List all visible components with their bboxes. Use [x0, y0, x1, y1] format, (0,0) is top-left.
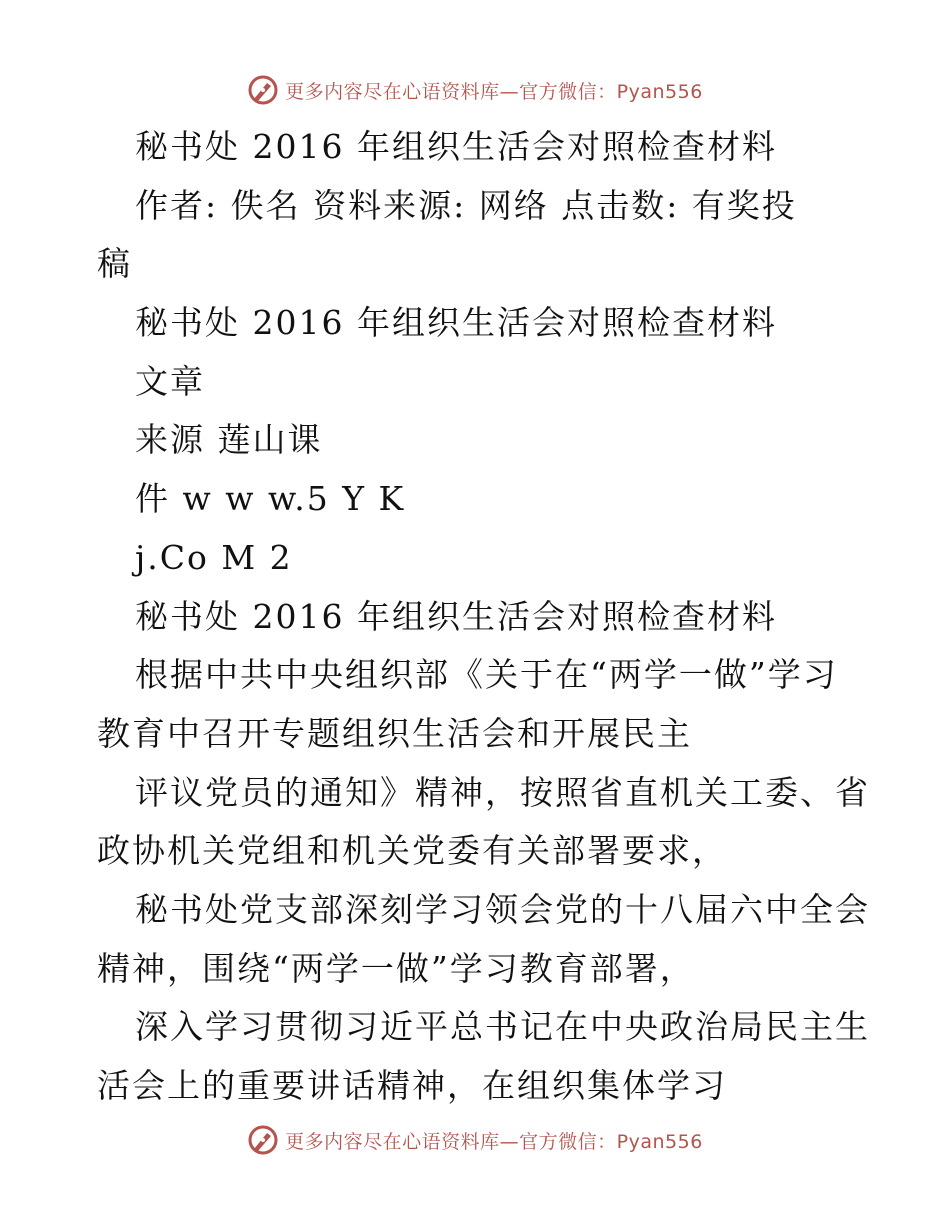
text-line: 精神，围绕“两学一做”学习教育部署， — [97, 948, 695, 988]
text-line: 活会上的重要讲话精神，在组织集体学习 — [97, 1066, 727, 1105]
text-line: 秘书处党支部深刻学习领会党的十八届六中全会 — [135, 889, 870, 929]
footer-banner-text: 更多内容尽在心语资料库—官方微信：Pyan556 — [285, 1130, 703, 1153]
text-line: 秘书处 2016 年组织生活会对照检查材料 — [135, 127, 777, 166]
text-line: j.Co M 2 — [135, 537, 293, 577]
document-body — [97, 118, 870, 1116]
text-line: 评议党员的通知》精神，按照省直机关工委、省 — [135, 772, 870, 812]
pen-nib-circle-logo-icon — [247, 74, 279, 106]
text-line: 件 w w w.5 Y K — [135, 479, 406, 519]
text-line: 文章 — [135, 361, 205, 401]
header-banner — [0, 70, 950, 110]
text-line: 来源 莲山课 — [135, 420, 323, 460]
pen-nib-circle-logo-icon — [247, 1124, 279, 1156]
text-line: 政协机关党组和机关党委有关部署要求， — [97, 831, 727, 871]
footer-banner — [0, 1120, 950, 1160]
text-line: 稿 — [97, 244, 132, 284]
text-line: 秘书处 2016 年组织生活会对照检查材料 — [135, 596, 777, 636]
text-line: 秘书处 2016 年组织生活会对照检查材料 — [135, 303, 777, 343]
text-line: 根据中共中央组织部《关于在“两学一做”学习 — [135, 655, 838, 695]
header-banner-text: 更多内容尽在心语资料库—官方微信：Pyan556 — [285, 80, 703, 103]
text-line: 深入学习贯彻习近平总书记在中央政治局民主生 — [135, 1007, 870, 1047]
text-line: 作者: 佚名 资料来源: 网络 点击数: 有奖投 — [135, 185, 797, 225]
text-line: 教育中召开专题组织生活会和开展民主 — [97, 713, 692, 753]
